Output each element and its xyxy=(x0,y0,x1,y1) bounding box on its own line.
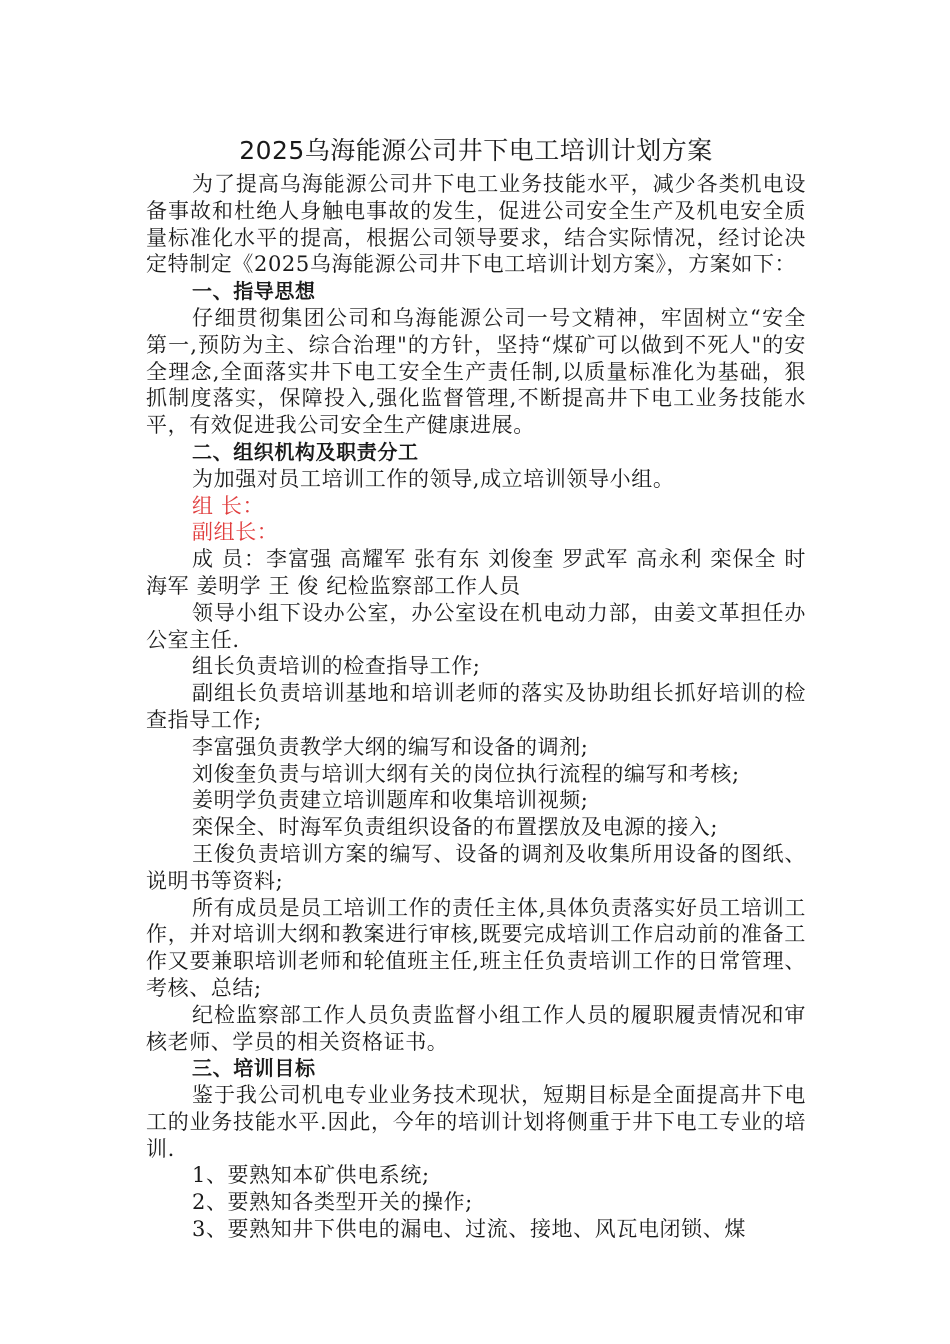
duty-item: 纪检监察部工作人员负责监督小组工作人员的履职履责情况和审核老师、学员的相关资格证书。 xyxy=(146,1002,806,1054)
duty-item: 所有成员是员工培训工作的责任主体,具体负责落实好员工培训工作，并对培训大纲和教案进行审核,既要完成培训工作启动前的准备工作又要兼职培训老师和轮值班主任,班主任负责培训工作的日常管理、考核、总结; xyxy=(146,895,806,1000)
duty-item: 姜明学负责建立培训题库和收集培训视频; xyxy=(192,788,589,813)
document-title: 2025乌海能源公司井下电工培训计划方案 xyxy=(239,136,713,165)
goal-list-item: 1、要熟知本矿供电系统; xyxy=(192,1163,430,1188)
duty-item: 李富强负责教学大纲的编写和设备的调剂; xyxy=(192,734,589,759)
duty-item: 组长负责培训的检查指导工作; xyxy=(192,654,481,679)
duty-item: 栾保全、时海军负责组织设备的布置摆放及电源的接入; xyxy=(192,815,719,840)
organization-lead-paragraph: 为加强对员工培训工作的领导,成立培训领导小组。 xyxy=(192,466,675,491)
goal-list-item: 3、要熟知井下供电的漏电、过流、接地、风瓦电闭锁、煤 xyxy=(192,1217,746,1242)
goal-list-item: 2、要熟知各类型开关的操作; xyxy=(192,1190,473,1215)
document-page xyxy=(146,132,806,1243)
section-heading-organization: 二、组织机构及职责分工 xyxy=(192,439,419,464)
section-heading-training-goals: 三、培训目标 xyxy=(192,1056,316,1081)
intro-paragraph: 为了提高乌海能源公司井下电工业务技能水平，减少各类机电设备事故和杜绝人身触电事故的发生，促进公司安全生产及机电安全质量标准化水平的提高，根据公司领导要求，结合实际情况，经讨论决定特制定《2025乌海能源公司井下电工培训计划方案》，方案如下： xyxy=(146,172,806,277)
office-paragraph: 领导小组下设办公室，办公室设在机电动力部，由姜文革担任办公室主任. xyxy=(146,600,806,652)
team-leader-label: 组 长： xyxy=(192,493,265,518)
members-paragraph: 成 员：李富强 高耀军 张有东 刘俊奎 罗武军 高永利 栾保全 时海军 姜明学 王 俊 纪检监察部工作人员 xyxy=(146,547,806,598)
training-goals-paragraph: 鉴于我公司机电专业业务技术现状，短期目标是全面提高井下电工的业务技能水平.因此，今年的培训计划将侧重于井下电工专业的培训. xyxy=(146,1083,806,1161)
duty-item: 王俊负责培训方案的编写、设备的调剂及收集所用设备的图纸、说明书等资料; xyxy=(146,841,806,893)
duty-item: 刘俊奎负责与培训大纲有关的岗位执行流程的编写和考核; xyxy=(192,761,740,786)
guiding-thought-paragraph: 仔细贯彻集团公司和乌海能源公司一号文精神，牢固树立“安全第一,预防为主、综合治理"的方针，坚持“煤矿可以做到不死人"的安全理念,全面落实井下电工安全生产责任制,以质量标准化为基础，狠抓制度落实，保障投入,强化监督管理,不断提高井下电工业务技能水平，有效促进我公司安全生产健康进展。 xyxy=(146,305,806,438)
deputy-leader-label: 副组长： xyxy=(192,520,279,545)
section-heading-guiding-thought: 一、指导思想 xyxy=(192,279,316,304)
duty-item: 副组长负责培训基地和培训老师的落实及协助组长抓好培训的检查指导工作; xyxy=(146,681,806,732)
